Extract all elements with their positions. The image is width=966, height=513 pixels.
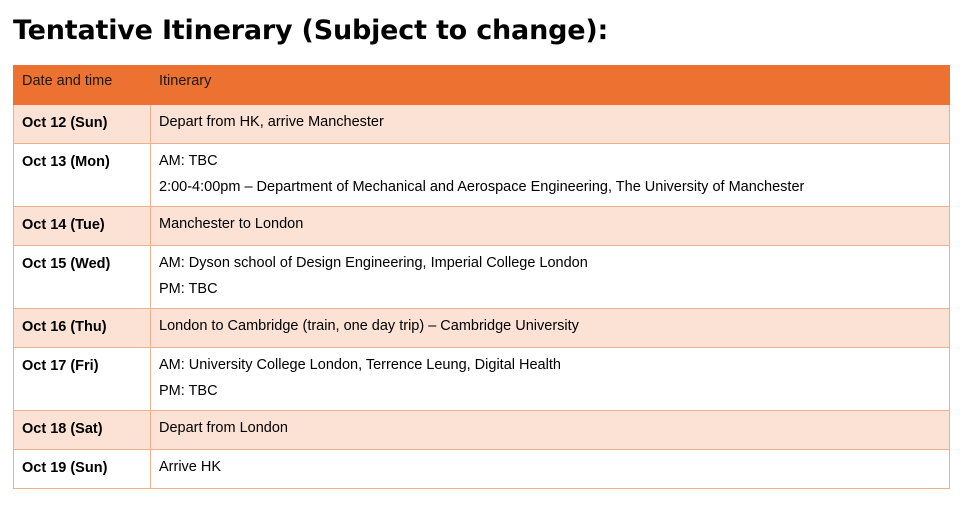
table-row [14, 105, 950, 144]
itinerary-line: Manchester to London [159, 216, 304, 232]
itinerary-line: Depart from London [159, 420, 288, 436]
row-itinerary [151, 348, 950, 411]
itinerary-line: PM: TBC [159, 383, 218, 399]
row-date: Oct 12 (Sun) [14, 105, 151, 144]
itinerary-line: Arrive HK [159, 459, 222, 475]
itinerary-line: PM: TBC [159, 281, 218, 297]
row-itinerary [151, 450, 950, 489]
itinerary-table [13, 65, 950, 489]
table-row [14, 207, 950, 246]
row-date: Oct 19 (Sun) [14, 450, 151, 489]
row-itinerary [151, 246, 950, 309]
row-date: Oct 15 (Wed) [14, 246, 151, 309]
row-date: Oct 14 (Tue) [14, 207, 151, 246]
row-date: Oct 18 (Sat) [14, 411, 151, 450]
row-itinerary [151, 144, 950, 207]
table-row [14, 144, 950, 207]
column-header-date: Date and time [14, 66, 151, 105]
row-itinerary [151, 105, 950, 144]
page-title: Tentative Itinerary (Subject to change): [13, 15, 609, 46]
row-date: Oct 16 (Thu) [14, 309, 151, 348]
row-itinerary [151, 411, 950, 450]
itinerary-line: AM: University College London, Terrence Leung, Digital Health [159, 357, 561, 373]
table-header-row [14, 66, 950, 105]
itinerary-line: AM: Dyson school of Design Engineering, Imperial College London [159, 255, 588, 271]
table-row [14, 246, 950, 309]
row-date: Oct 13 (Mon) [14, 144, 151, 207]
row-itinerary [151, 207, 950, 246]
table-row [14, 348, 950, 411]
table-row [14, 450, 950, 489]
itinerary-line: 2:00-4:00pm – Department of Mechanical and Aerospace Engineering, The University of Manchester [159, 179, 805, 195]
column-header-itinerary: Itinerary [151, 66, 950, 105]
table-row [14, 411, 950, 450]
row-itinerary [151, 309, 950, 348]
itinerary-line: AM: TBC [159, 153, 218, 169]
itinerary-line: London to Cambridge (train, one day trip) – Cambridge University [159, 318, 579, 334]
itinerary-line: Depart from HK, arrive Manchester [159, 114, 384, 130]
row-date: Oct 17 (Fri) [14, 348, 151, 411]
table-row [14, 309, 950, 348]
